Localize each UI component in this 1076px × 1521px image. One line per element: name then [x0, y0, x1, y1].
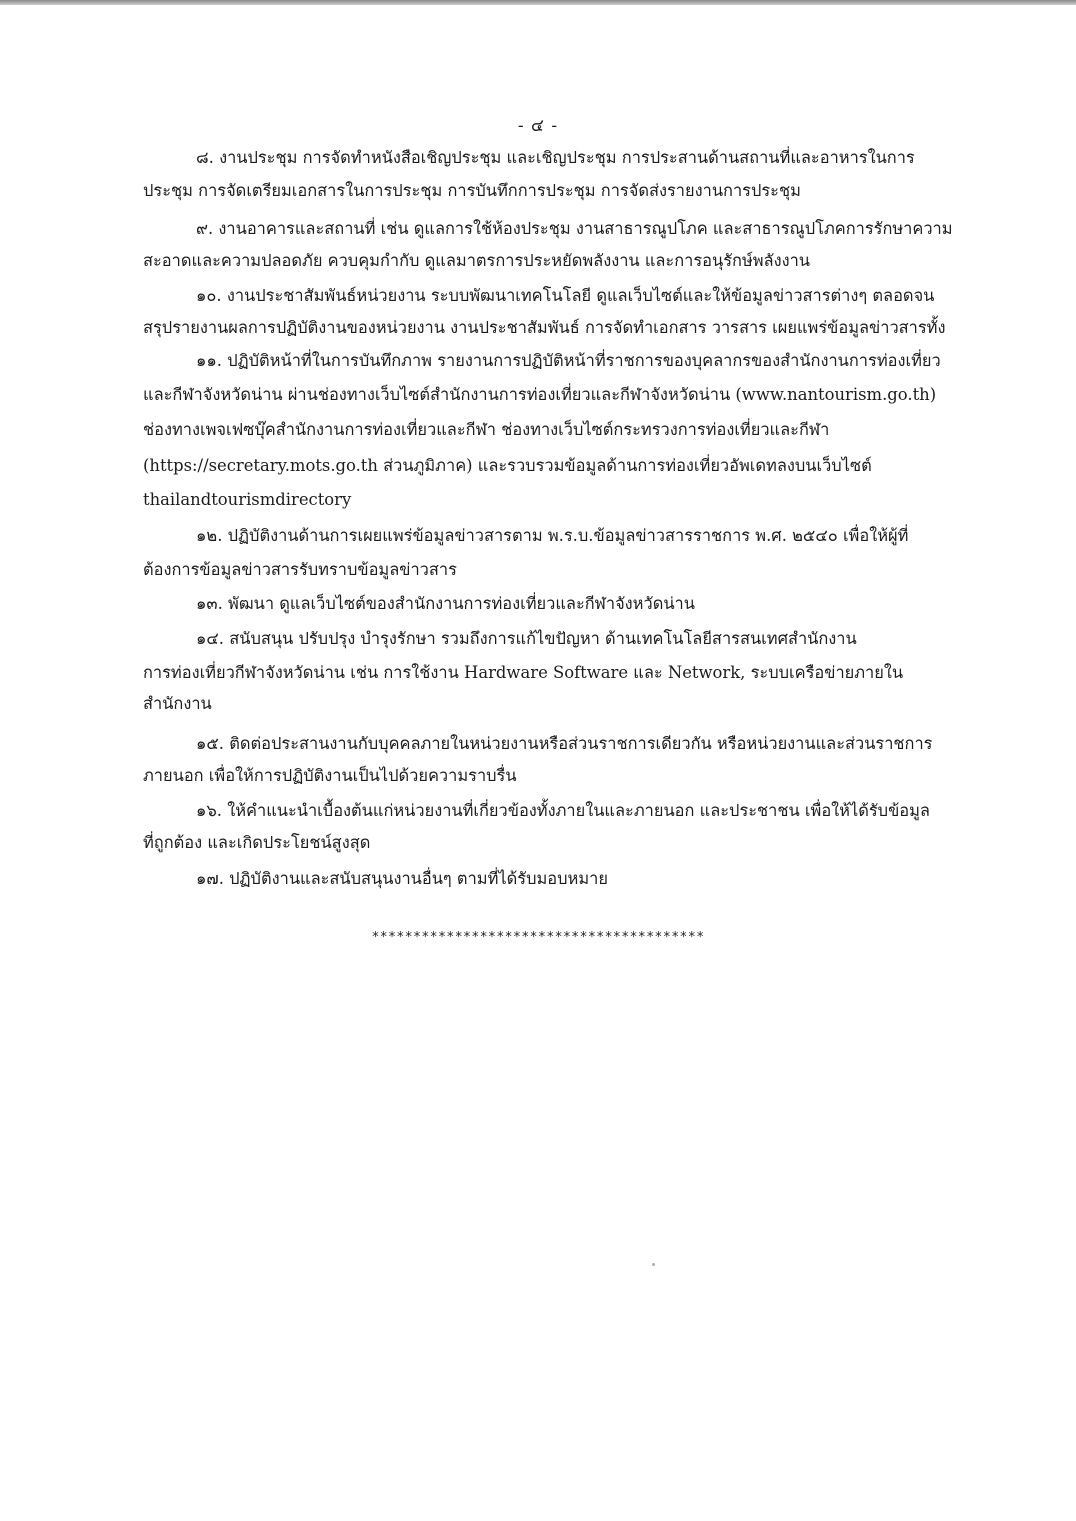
item-9-line-2: สะอาดและความปลอดภัย ควบคุมกำกับ ดูแลมาตรการประหยัดพลังงาน และการอนุรักษ์พลังงาน [143, 251, 811, 270]
item-14-line-3: สำนักงาน [143, 694, 212, 713]
item-8-line-2: ประชุม การจัดเตรียมเอกสารในการประชุม การบันทึกการประชุม การจัดส่งรายงานการประชุม [143, 181, 801, 200]
item-11-line-5: thailandtourismdirectory [143, 490, 352, 509]
item-9-line-1: ๙. งานอาคารและสถานที่ เช่น ดูแลการใช้ห้องประชุม งานสาธารณูปโภค และสาธารณูปโภคการรักษาความ [196, 219, 953, 238]
item-8-line-1: ๘. งานประชุม การจัดทำหนังสือเชิญประชุม และเชิญประชุม การประสานด้านสถานที่และอาหารในการ [196, 148, 915, 167]
page-number: - ๔ - [517, 116, 559, 136]
end-separator: **************************************** [371, 930, 705, 945]
item-15-line-1: ๑๕. ติดต่อประสานงานกับบุคคลภายในหน่วยงานหรือส่วนราชการเดียวกัน หรือหน่วยงานและส่วนราชการ [196, 734, 933, 753]
item-11-line-2: และกีฬาจังหวัดน่าน ผ่านช่องทางเว็บไซต์สำนักงานการท่องเที่ยวและกีฬาจังหวัดน่าน (www.nantourism.go.th) [143, 385, 937, 404]
item-17-line-1: ๑๗. ปฏิบัติงานและสนับสนุนงานอื่นๆ ตามที่ได้รับมอบหมาย [196, 869, 608, 888]
item-12-line-1: ๑๒. ปฏิบัติงานด้านการเผยแพร่ข้อมูลข่าวสารตาม พ.ร.บ.ข้อมูลข่าวสารราชการ พ.ศ. ๒๕๔๐ เพื่อให้ผู้ที่ [196, 526, 909, 545]
item-12-line-2: ต้องการข้อมูลข่าวสารรับทราบข้อมูลข่าวสาร [143, 560, 457, 579]
item-10-line-1: ๑๐. งานประชาสัมพันธ์หน่วยงาน ระบบพัฒนาเทคโนโลยี ดูแลเว็บไซต์และให้ข้อมูลข่าวสารต่างๆ ตลอดจน [196, 286, 935, 305]
item-16-line-2: ที่ถูกต้อง และเกิดประโยชน์สูงสุด [143, 833, 371, 852]
item-14-line-1: ๑๔. สนับสนุน ปรับปรุง บำรุงรักษา รวมถึงการแก้ไขปัญหา ด้านเทคโนโลยีสารสนเทศสำนักงาน [196, 629, 857, 648]
scan-speck [652, 1263, 655, 1266]
item-11-line-1: ๑๑. ปฏิบัติหน้าที่ในการบันทึกภาพ รายงานการปฏิบัติหน้าที่ราชการของบุคลากรของสำนักงานการท่องเที่ยว [196, 351, 941, 370]
item-11-line-4: (https://secretary.mots.go.th ส่วนภูมิภาค) และรวบรวมข้อมูลด้านการท่องเที่ยวอัพเดทลงบนเว็บไซต์ [143, 456, 872, 475]
item-14-line-2: การท่องเที่ยวกีฬาจังหวัดน่าน เช่น การใช้งาน Hardware Software และ Network, ระบบเครือข่ายภายใน [143, 663, 904, 682]
item-13-line-1: ๑๓. พัฒนา ดูแลเว็บไซต์ของสำนักงานการท่องเที่ยวและกีฬาจังหวัดน่าน [196, 594, 695, 613]
item-11-line-3: ช่องทางเพจเฟซบุ๊คสำนักงานการท่องเที่ยวและกีฬา ช่องทางเว็บไซต์กระทรวงการท่องเที่ยวและกีฬา [143, 420, 830, 439]
item-10-line-2: สรุปรายงานผลการปฏิบัติงานของหน่วยงาน งานประชาสัมพันธ์ การจัดทำเอกสาร วารสาร เผยแพร่ข้อมูลข่าวสารทั้ง [143, 318, 946, 337]
item-16-line-1: ๑๖. ให้คำแนะนำเบื้องต้นแก่หน่วยงานที่เกี่ยวข้องทั้งภายในและภายนอก และประชาชน เพื่อให้ได้รับข้อมูล [196, 801, 930, 820]
item-15-line-2: ภายนอก เพื่อให้การปฏิบัติงานเป็นไปด้วยความราบรื่น [143, 766, 517, 785]
